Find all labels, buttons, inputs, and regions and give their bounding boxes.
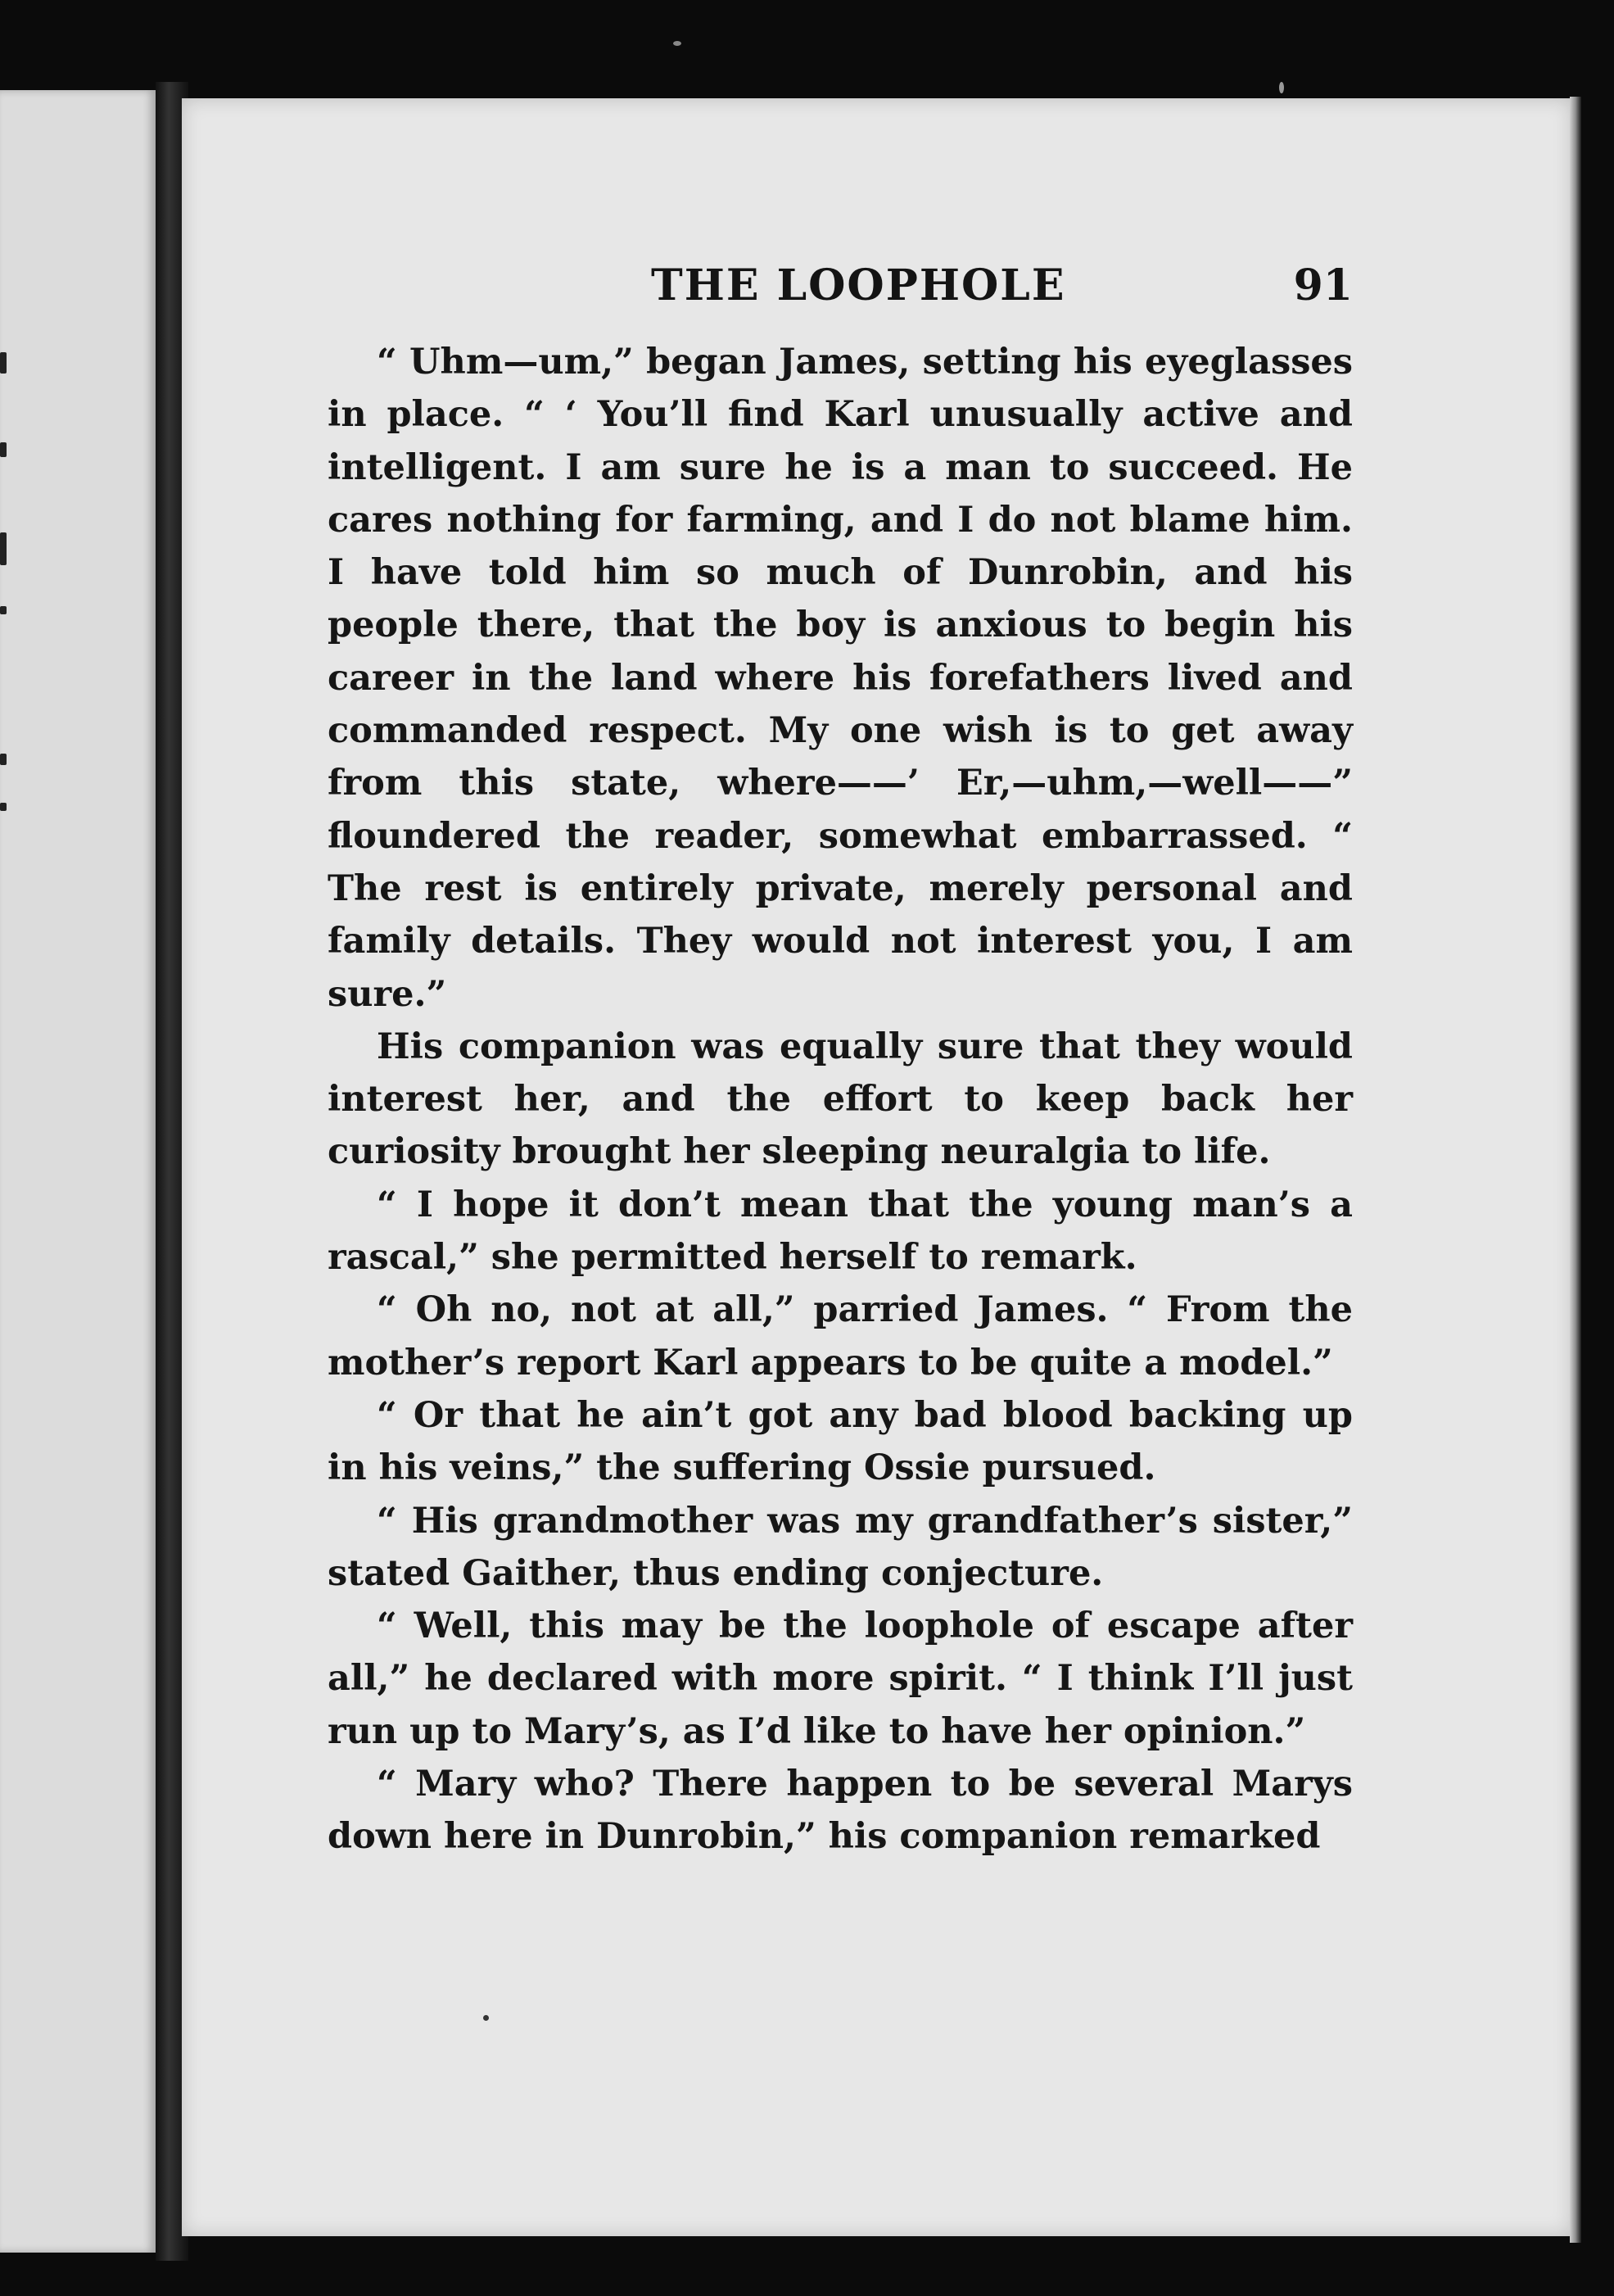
left-page-text-fragment [0, 606, 7, 614]
page-edge-shadow [1570, 97, 1581, 2243]
paragraph: “ Uhm—um,” began James, setting his eyeglasses in place. “ ‘ You’ll find Karl unusually active and intelligent. I am sure he is a man to succeed. He cares nothing for farming, and I do not blame him. I have told him so much of Dunrobin, and his people there, that the boy is anxious to begin his career in the land where his forefathers lived and commanded respect. My one wish is to get away from this state, where——’ Er,—uhm,—well——” floundered the reader, somewhat embarrassed. “ The rest is entirely private, merely personal and family details. They would not interest you, I am sure.” [328, 342, 1353, 1015]
scan-speck [673, 41, 681, 46]
paragraph: His companion was equally sure that they would interest her, and the effort to keep back her curiosity brought her sleeping neuralgia to life. [328, 1026, 1353, 1173]
paragraph: “ Well, this may be the loophole of escape after all,” he declared with more spirit. “ I think I’ll just run up to Mary’s, as I’d like to have her opinion.” [328, 1605, 1353, 1752]
scan-speck [483, 2015, 489, 2021]
page-header [328, 254, 1353, 319]
left-page-text-fragment [0, 442, 7, 457]
scan-speck [1279, 82, 1284, 93]
left-page-text-fragment [0, 754, 7, 765]
left-page-text-fragment [0, 532, 7, 565]
left-page-fragment [0, 90, 156, 2253]
running-title: THE LOOPHOLE [651, 260, 1066, 310]
page-number: 91 [1293, 260, 1353, 310]
left-page-text-fragment [0, 803, 7, 811]
page-body-text [328, 336, 1353, 1864]
left-page-text-fragment [0, 352, 7, 374]
paragraph: “ His grandmother was my grandfather’s sister,” stated Gaither, thus ending conjecture. [328, 1500, 1353, 1594]
paragraph: “ Mary who? There happen to be several Marys down here in Dunrobin,” his companion remarked [328, 1764, 1353, 1858]
paragraph: “ Or that he ain’t got any bad blood backing up in his veins,” the suffering Ossie pursued. [328, 1394, 1353, 1489]
paragraph: “ Oh no, not at all,” parried James. “ From the mother’s report Karl appears to be quite a model.” [328, 1289, 1353, 1383]
paragraph: “ I hope it don’t mean that the young man’s a rascal,” she permitted herself to remark. [328, 1184, 1353, 1279]
